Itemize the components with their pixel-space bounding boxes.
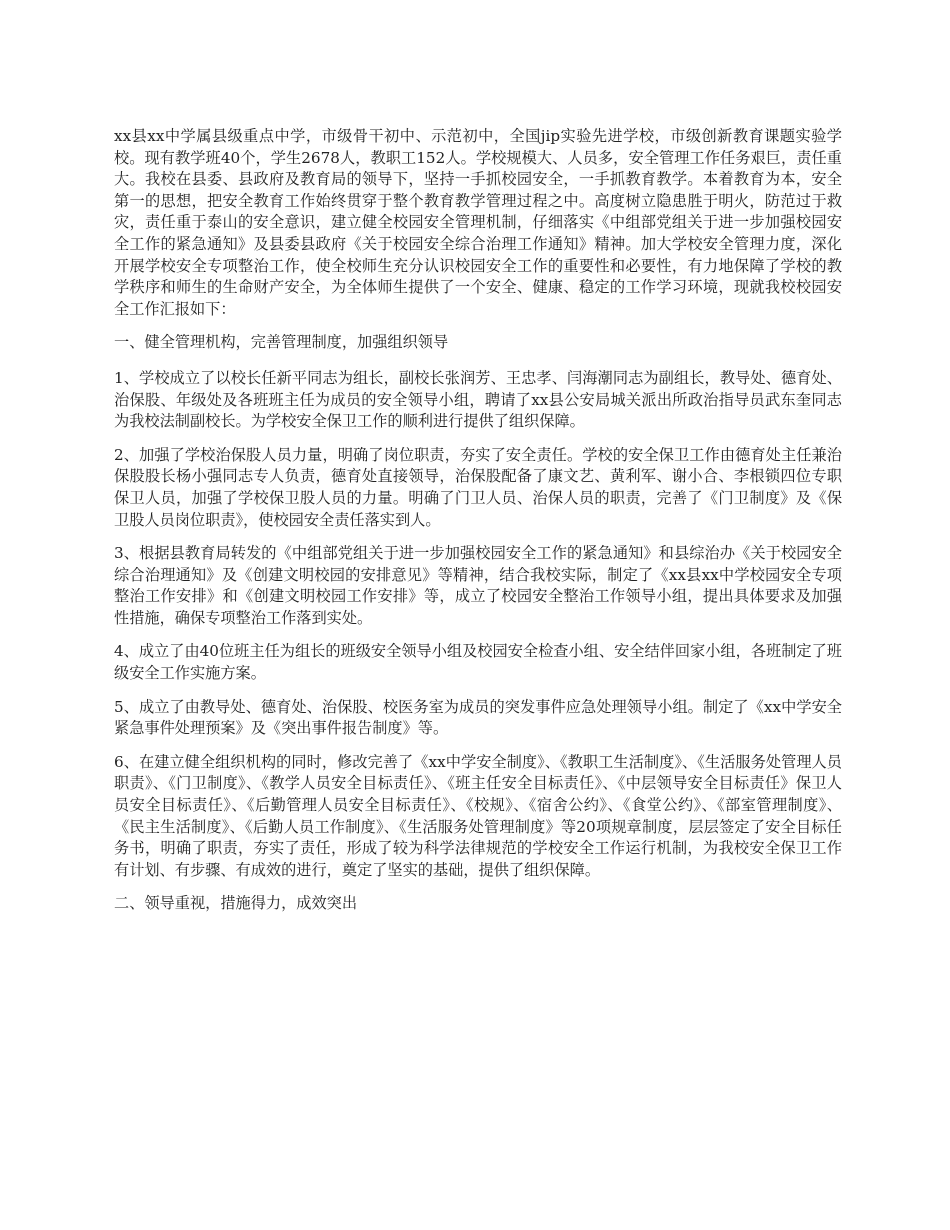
list-item-2: 2、加强了学校治保股人员力量，明确了岗位职责，夯实了安全责任。学校的安全保卫工作由德育处主任兼治保股股长杨小强同志专人负责，德育处直接领导，治保股配备了康文艺、黄利军、谢小合、李根锁四位专职保卫人员，加强了学校保卫股人员的力量。明确了门卫人员、治保人员的职责，完善了《门卫制度》及《保卫股人员岗位职责》，使校园安全责任落实到人。	[114, 445, 842, 529]
section-heading-1: 一、健全管理机构，完善管理制度，加强组织领导	[114, 333, 449, 352]
intro-paragraph: xx县xx中学属县级重点中学，市级骨干初中、示范初中，全国jip实验先进学校，市级创新教育课题实验学校。现有教学班40个，学生2678人，教职工152人。学校规模大、人员多，安全管理工作任务艰巨，责任重大。我校在县委、县政府及教育局的领导下，坚持一手抓校园安全，一手抓教育教学。本着教育为本，安全第一的思想，把安全教育工作始终贯穿于整个教育教学管理过程之中。高度树立隐患胜于明火，防范过于救灾，责任重于泰山的安全意识，建立健全校园安全管理机制，仔细落实《中组部党组关于进一步加强校园安全工作的紧急通知》及县委县政府《关于校园安全综合治理工作通知》精神。加大学校安全管理力度，深化开展学校安全专项整治工作，使全校师生充分认识校园安全工作的重要性和必要性，有力地保障了学校的教学秩序和师生的生命财产安全，为全体师生提供了一个安全、健康、稳定的工作学习环境，现就我校校园安全工作汇报如下：	[114, 127, 842, 318]
list-item-6: 6、在建立健全组织机构的同时，修改完善了《xx中学安全制度》、《教职工生活制度》、《生活服务处管理人员职责》、《门卫制度》、《教学人员安全目标责任》、《班主任安全目标责任》、《中层领导安全目标责任》保卫人员安全目标责任》、《后勤管理人员安全目标责任》、《校规》、《宿舍公约》、《食堂公约》、《部室管理制度》、《民主生活制度》、《后勤人员工作制度》、《生活服务处管理制度》等20项规章制度，层层签定了安全目标任务书，明确了职责，夯实了责任，形成了较为科学法律规范的学校安全工作运行机制，为我校安全保卫工作有计划、有步骤、有成效的进行，奠定了坚实的基础，提供了组织保障。	[114, 752, 842, 879]
list-item-5: 5、成立了由教导处、德育处、治保股、校医务室为成员的突发事件应急处理领导小组。制定了《xx中学安全紧急事件处理预案》及《突出事件报告制度》等。	[114, 697, 842, 738]
section-heading-2: 二、领导重视，措施得力，成效突出	[114, 894, 357, 913]
list-item-1: 1、学校成立了以校长任新平同志为组长，副校长张润芳、王忠孝、闫海潮同志为副组长，教导处、德育处、治保股、年级处及各班班主任为成员的安全领导小组，聘请了xx县公安局城关派出所政治指导员武东奎同志为我校法制副校长。为学校安全保卫工作的顺利进行提供了组织保障。	[114, 368, 842, 431]
list-item-3: 3、根据县教育局转发的《中组部党组关于进一步加强校园安全工作的紧急通知》和县综治办《关于校园安全综合治理通知》及《创建文明校园的安排意见》等精神，结合我校实际，制定了《xx县xx中学校园安全专项整治工作安排》和《创建文明校园工作安排》等，成立了校园安全整治工作领导小组，提出具体要求及加强性措施，确保专项整治工作落到实处。	[114, 544, 842, 627]
document-body	[114, 126, 842, 929]
list-item-4: 4、成立了由40位班主任为组长的班级安全领导小组及校园安全检查小组、安全结伴回家小组，各班制定了班级安全工作实施方案。	[114, 642, 842, 683]
